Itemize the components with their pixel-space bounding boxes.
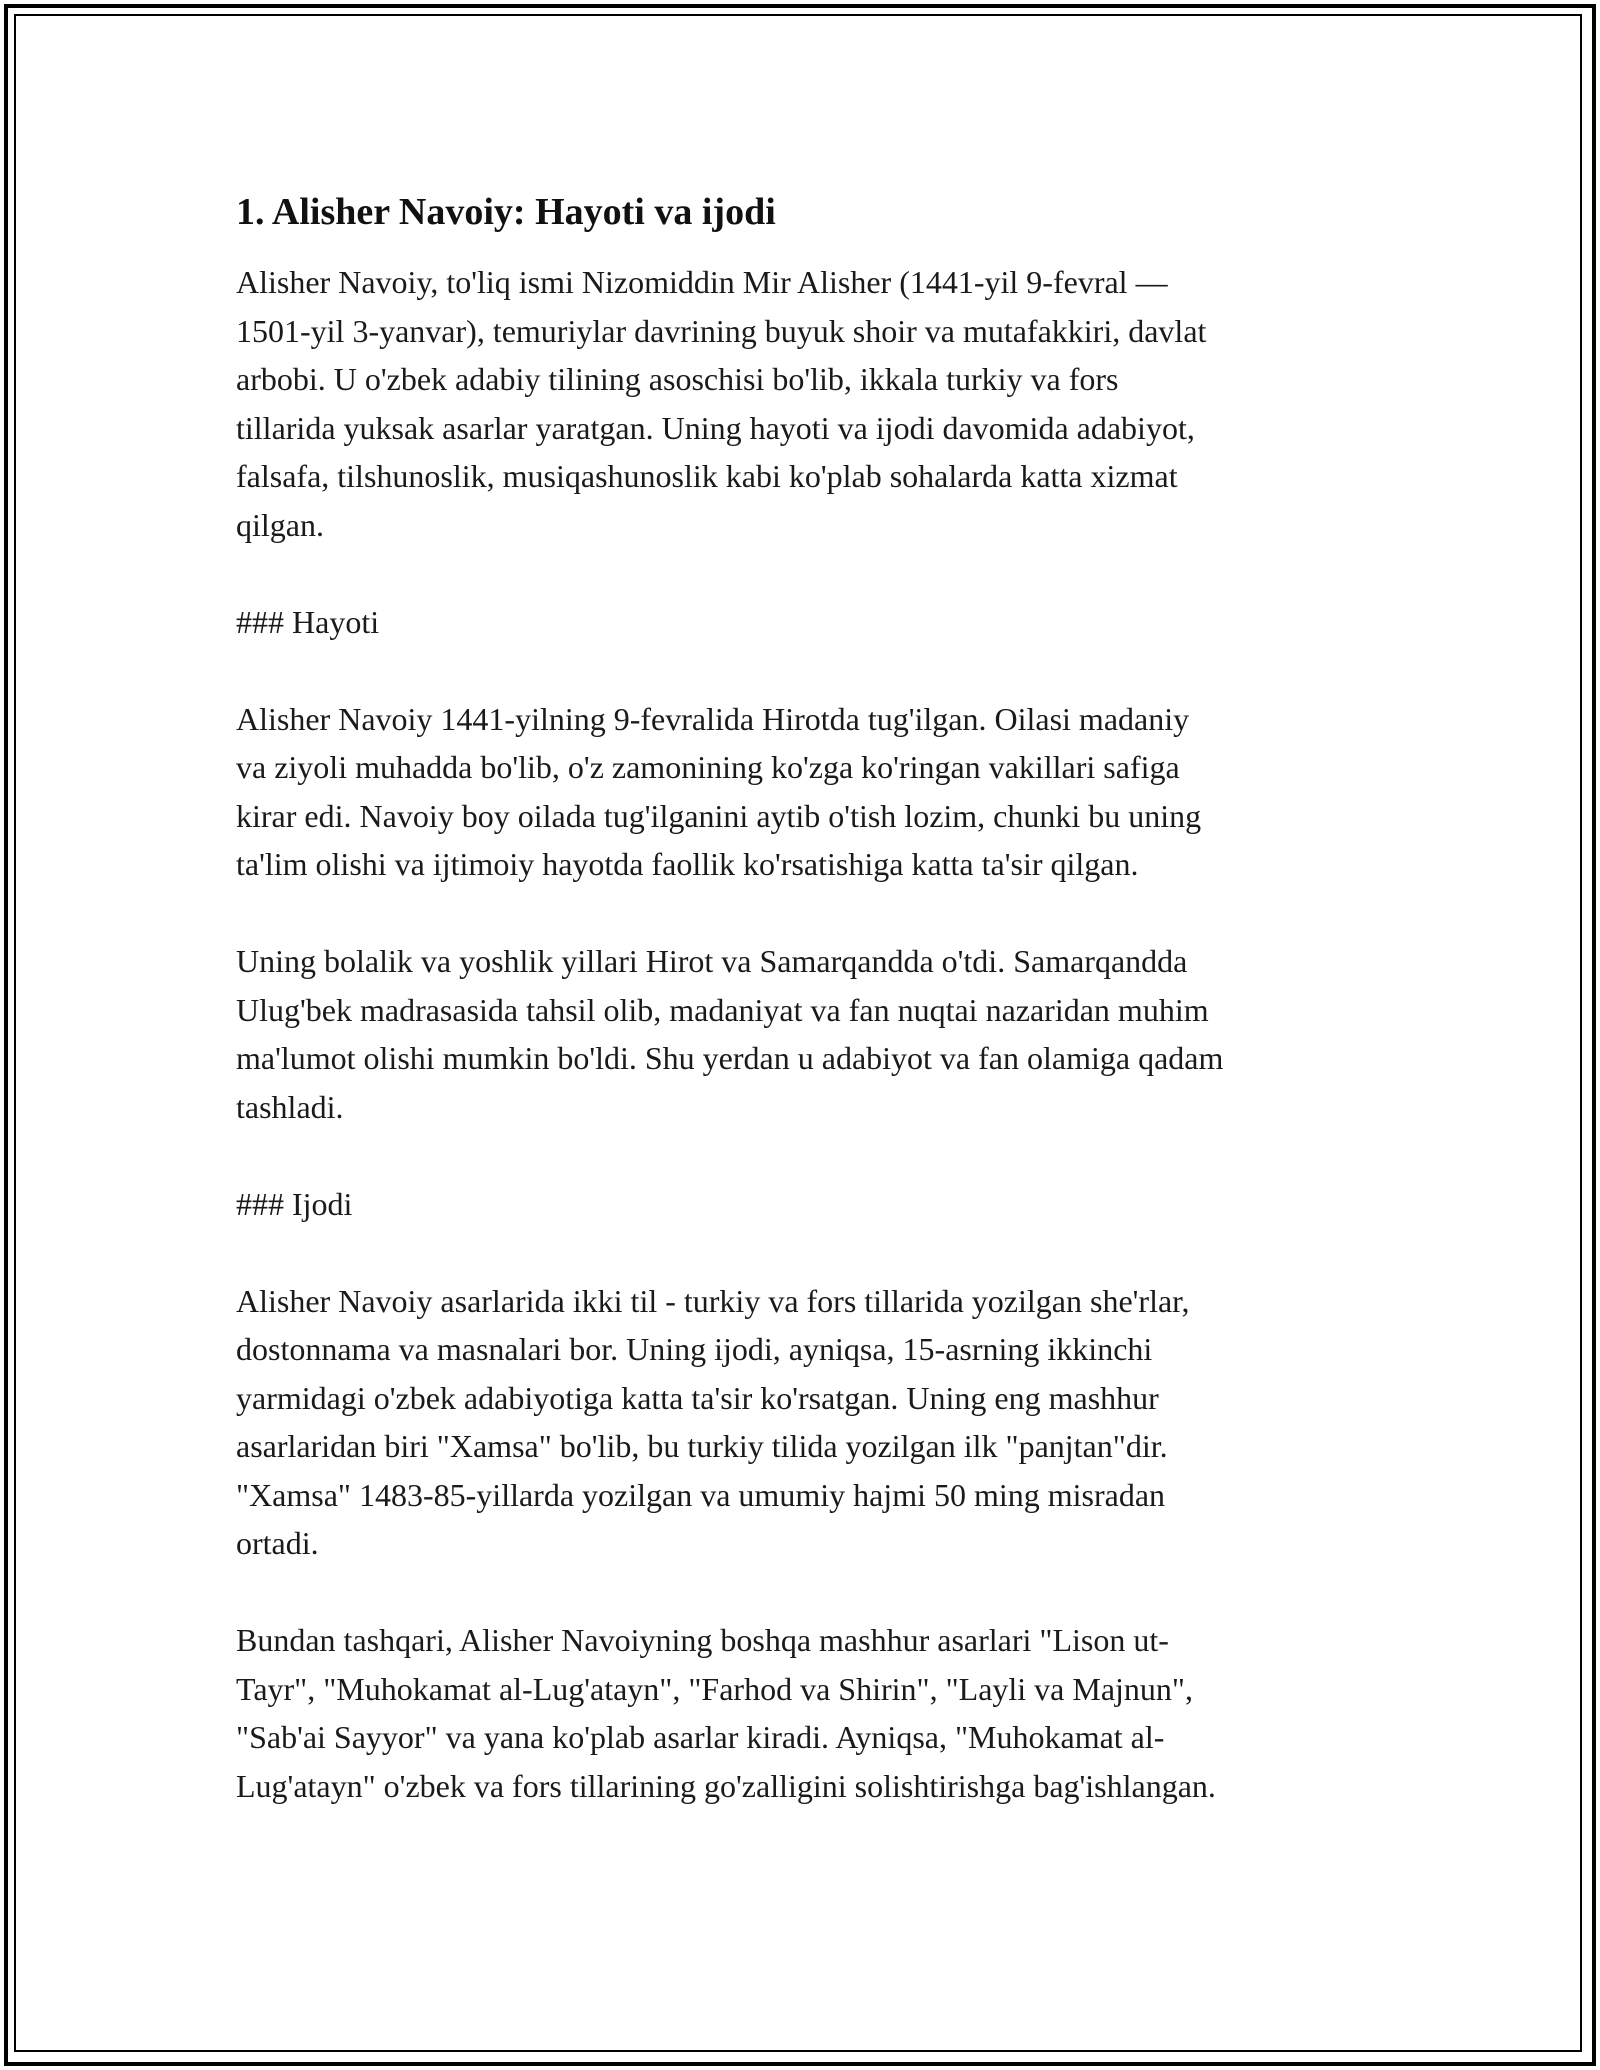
text-line: Uning bolalik va yoshlik yillari Hirot va Samarqandda o'tdi. Samarqandda	[236, 943, 1188, 979]
text-line: Alisher Navoiy, to'liq ismi Nizomiddin Mir Alisher (1441-yil 9-fevral —	[236, 264, 1168, 300]
section-heading-hayoti: ### Hayoti	[236, 603, 380, 640]
text-line: ma'lumot olishi mumkin bo'ldi. Shu yerdan u adabiyot va fan olamiga qadam	[236, 1040, 1224, 1076]
intro-paragraph	[236, 258, 1396, 549]
ijodi-paragraph-1	[236, 1277, 1396, 1568]
text-line: Alisher Navoiy 1441-yilning 9-fevralida Hirotda tug'ilgan. Oilasi madaniy	[236, 700, 1190, 737]
text-line: Tayr", "Muhokamat al-Lug'atayn", "Farhod va Shirin", "Layli va Majnun",	[236, 1670, 1193, 1707]
hayoti-paragraph-2	[236, 937, 1396, 1131]
text-line: 1501-yil 3-yanvar), temuriylar davrining buyuk shoir va mutafakkiri, davlat	[236, 312, 1207, 349]
text-line: arbobi. U o'zbek adabiy tilining asoschisi bo'lib, ikkala turkiy va fors	[236, 361, 1119, 397]
text-line: "Sab'ai Sayyor" va yana ko'plab asarlar kiradi. Ayniqsa, "Muhokamat al-	[236, 1719, 1165, 1755]
text-line: Bundan tashqari, Alisher Navoiyning boshqa mashhur asarlari "Lison ut-	[236, 1622, 1169, 1658]
text-line: Lug'atayn" o'zbek va fors tillarining go'zalligini solishtirishga bag'ishlangan.	[236, 1767, 1216, 1804]
text-line: dostonnama va masnalari bor. Uning ijodi, ayniqsa, 15-asrning ikkinchi	[236, 1331, 1153, 1367]
page-title: 1. Alisher Navoiy: Hayoti va ijodi	[236, 191, 776, 233]
text-line: Alisher Navoiy asarlarida ikki til - turkiy va fors tillarida yozilgan she'rlar,	[236, 1282, 1190, 1319]
text-line: ta'lim olishi va ijtimoiy hayotda faollik ko'rsatishiga katta ta'sir qilgan.	[236, 846, 1139, 882]
text-line: "Xamsa" 1483-85-yillarda yozilgan va umumiy hajmi 50 ming misradan	[236, 1476, 1166, 1513]
ijodi-paragraph-2	[236, 1616, 1396, 1810]
document-body	[236, 188, 1396, 1810]
text-line: ortadi.	[236, 1525, 319, 1561]
hayoti-paragraph-1	[236, 695, 1396, 889]
text-line: kirar edi. Navoiy boy oilada tug'ilganini aytib o'tish lozim, chunki bu uning	[236, 797, 1202, 834]
text-line: asarlaridan biri "Xamsa" bo'lib, bu turkiy tilida yozilgan ilk "panjtan"dir.	[236, 1428, 1168, 1464]
text-line: falsafa, tilshunoslik, musiqashunoslik kabi ko'plab sohalarda katta xizmat	[236, 458, 1178, 494]
text-line: qilgan.	[236, 506, 324, 543]
text-line: yarmidagi o'zbek adabiyotiga katta ta'sir ko'rsatgan. Uning eng mashhur	[236, 1379, 1159, 1416]
text-line: tillarida yuksak asarlar yaratgan. Uning hayoti va ijodi davomida adabiyot,	[236, 409, 1195, 446]
text-line: va ziyoli muhadda bo'lib, o'z zamonining ko'zga ko'ringan vakillari safiga	[236, 749, 1180, 785]
section-heading-ijodi: ### Ijodi	[236, 1185, 353, 1222]
text-line: Ulug'bek madrasasida tahsil olib, madaniyat va fan nuqtai nazaridan muhim	[236, 991, 1209, 1028]
text-line: tashladi.	[236, 1088, 344, 1125]
